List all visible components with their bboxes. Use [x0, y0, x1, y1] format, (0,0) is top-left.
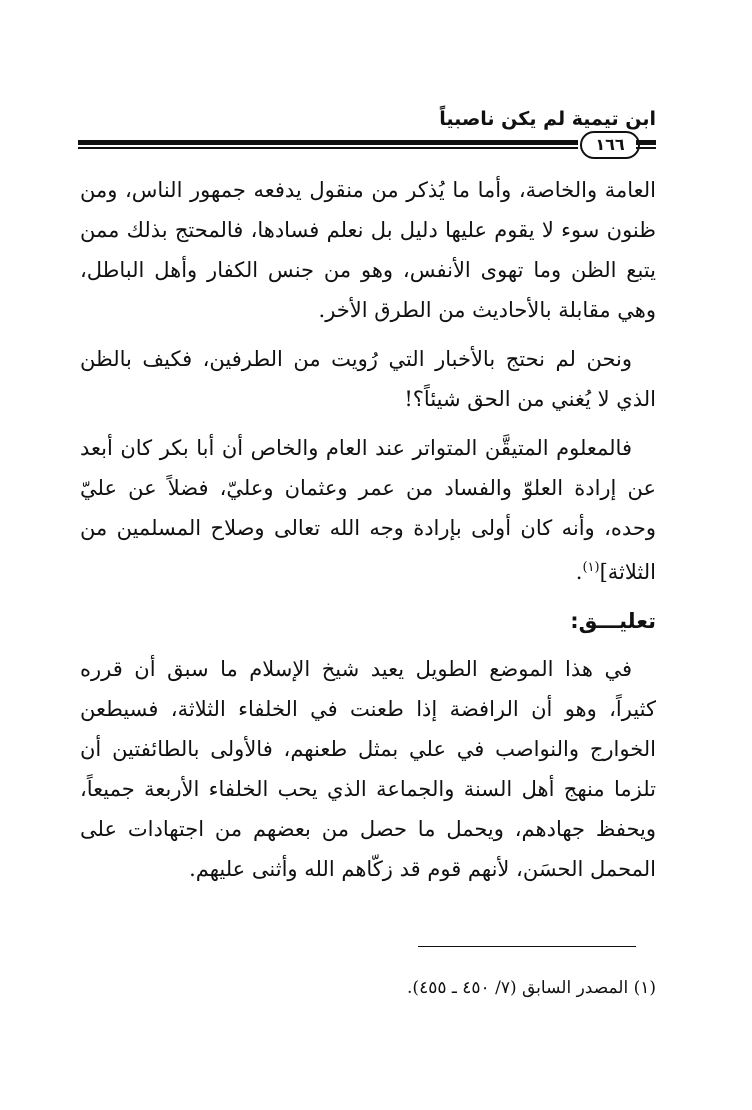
- paragraph-1: العامة والخاصة، وأما ما يُذكر من منقول يدفعه جمهور الناس، ومن ظنون سوء لا يقوم عليها دليل بل نعلم فسادها، فالمحتج بذلك ممن يتبع الظن وما تهوى الأنفس، وهو من جنس الكفار وأهل الباطل، وهي مقابلة بالأحاديث من الطرق الأخر.: [80, 178, 656, 322]
- comment-heading: تعليـــق:: [570, 609, 656, 633]
- main-text: [80, 170, 656, 898]
- header-rule-thin: [78, 147, 578, 149]
- header-rule-thick: [78, 140, 578, 145]
- paragraph-3: [80, 428, 656, 592]
- footnote: (١) المصدر السابق (٧/ ٤٥٠ ـ ٤٥٥).: [407, 978, 656, 998]
- paragraph-2: ونحن لم نحتج بالأخبار التي رُويت من الطرفين، فكيف بالظن الذي لا يُغني من الحق شيئاً؟!: [80, 347, 656, 411]
- footnote-reference: (١): [582, 560, 600, 575]
- page-number: ١٦٦: [580, 131, 640, 159]
- page-header: [78, 96, 656, 166]
- paragraph-3-end: .: [575, 560, 583, 584]
- header-rule-right-thin: [636, 147, 656, 149]
- footnote-separator: [418, 946, 636, 947]
- header-rule-right-thick: [636, 140, 656, 145]
- paragraph-4: في هذا الموضع الطويل يعيد شيخ الإسلام ما سبق أن قرره كثيراً، وهو أن الرافضة إذا طعنت في الخلفاء الثلاثة، فسيطعن الخوارج والنواصب في علي بمثل طعنهم، فالأولى بالطائفتين أن تلزما منهج أهل السنة والجماعة الذي يحب الخلفاء الأربعة جميعاً، ويحفظ جهادهم، ويحمل ما حصل من بعضهم من اجتهادات على المحمل الحسَن، لأنهم قوم قد زكّاهم الله وأثنى عليهم.: [80, 657, 656, 881]
- running-title: ابن تيمية لم يكن ناصبياً: [439, 108, 656, 130]
- paragraph-3-text: فالمعلوم المتيقَّن المتواتر عند العام والخاص أن أبا بكر كان أبعد عن إرادة العلوّ والفساد من عمر وعثمان وعليّ، فضلاً عن عليّ وحده، وأنه كان أولى بإرادة وجه الله تعالى وصلاح المسلمين من الثلاثة]: [80, 436, 656, 584]
